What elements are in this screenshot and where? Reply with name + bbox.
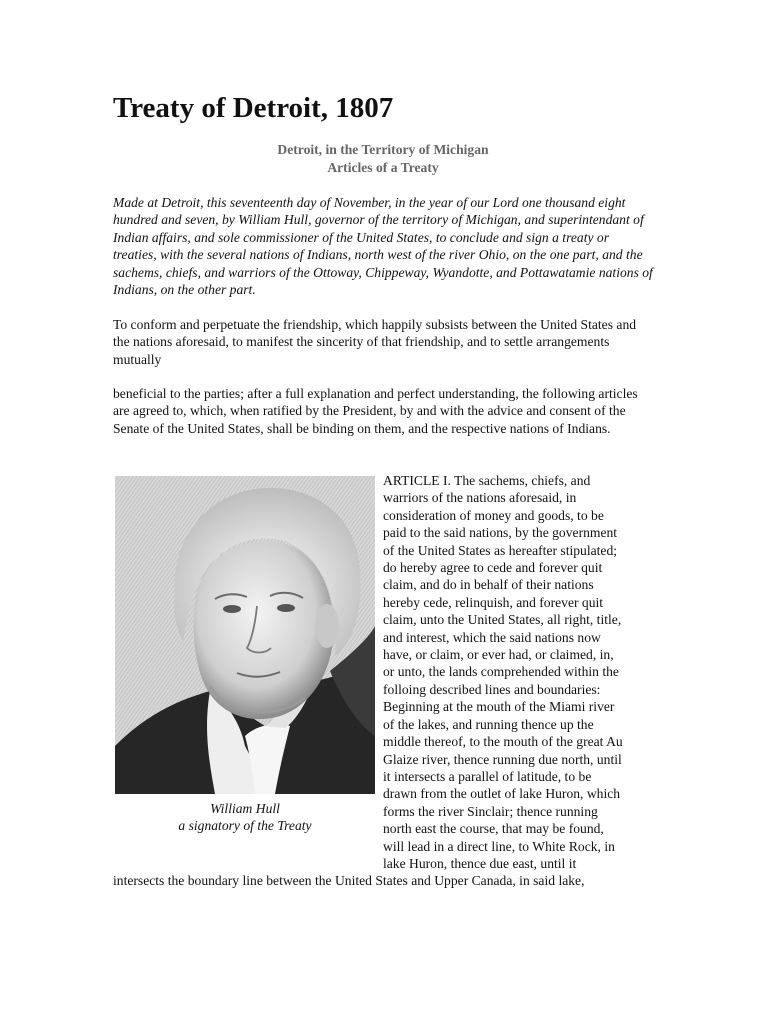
intro-paragraph: To conform and perpetuate the friendship, which happily subsists between the United States and the nations aforesaid, to manifest the sincerity of that friendship, and to settle arrangements mutually — [113, 317, 637, 367]
article-line: forms the river Sinclair; thence running — [383, 803, 598, 819]
article-line: north east the course, that may be found, — [383, 821, 604, 837]
article-line: ARTICLE I. The sachems, chiefs, and — [383, 473, 591, 488]
article-line: of the lakes, and running thence up the — [383, 716, 594, 732]
article-line: Beginning at the mouth of the Miami river — [383, 699, 615, 715]
preamble-paragraph: Made at Detroit, this seventeenth day of November, in the year of our Lord one thousand eight hundred and seven, by William Hull, governor of the territory of Michigan, and superintendant of Indian affairs, and sole commissioner of the United States, to conclude and sign a treaty or treaties, with the several nations of Indians, north west of the river Ohio, on the one part, and the sachems, chiefs, and warriors of the Ottoway, Chippeway, Wyandotte, and Pottawatamie nations of Indians, on the other part. — [113, 195, 653, 298]
article-line: do hereby agree to cede and forever quit — [383, 560, 603, 576]
subheading-location: Detroit, in the Territory of Michigan — [277, 142, 489, 157]
portrait-caption — [115, 800, 375, 834]
caption-description: a signatory of the Treaty — [178, 818, 312, 833]
article-line: have, or claim, or ever had, or claimed, in, — [383, 647, 614, 663]
article-line: hereby cede, relinquish, and forever quit — [383, 594, 604, 610]
article-line: and interest, which the said nations now — [383, 629, 601, 645]
article-line: of the United States as hereafter stipulated; — [383, 542, 618, 558]
portrait-image — [115, 476, 375, 794]
article-line: folloing described lines and boundaries: — [383, 681, 601, 697]
article-line: warriors of the nations aforesaid, in — [383, 490, 577, 506]
article-line: or unto, the lands comprehended within the — [383, 664, 619, 680]
article-line: consideration of money and goods, to be — [383, 507, 604, 523]
article-one-text — [383, 472, 653, 872]
article-line: lake Huron, thence due east, until it — [383, 855, 577, 871]
subheading-articles: Articles of a Treaty — [327, 160, 439, 175]
agreement-paragraph: beneficial to the parties; after a full explanation and perfect understanding, the following articles are agreed to, which, when ratified by the President, by and with the advice and consent of the Senate of the United States, shall be binding on them, and the respective nations of Indians. — [113, 386, 638, 436]
caption-name: William Hull — [210, 801, 280, 816]
article-line: paid to the said nations, by the government — [383, 525, 618, 541]
article-one-continuation: intersects the boundary line between the United States and Upper Canada, in said lake, — [113, 873, 585, 888]
portrait-figure — [115, 476, 375, 834]
page-title: Treaty of Detroit, 1807 — [113, 92, 394, 124]
article-line: middle thereof, to the mouth of the great Au — [383, 734, 623, 750]
article-line: claim, unto the United States, all right, title, — [383, 612, 622, 628]
subheading — [113, 141, 653, 177]
article-line: claim, and do in behalf of their nations — [383, 577, 594, 593]
article-line: Glaize river, thence running due north, until — [383, 751, 622, 767]
article-line: will lead in a direct line, to White Rock, in — [383, 838, 615, 854]
article-line: drawn from the outlet of lake Huron, which — [383, 786, 621, 802]
article-line: it intersects a parallel of latitude, to be — [383, 768, 592, 784]
